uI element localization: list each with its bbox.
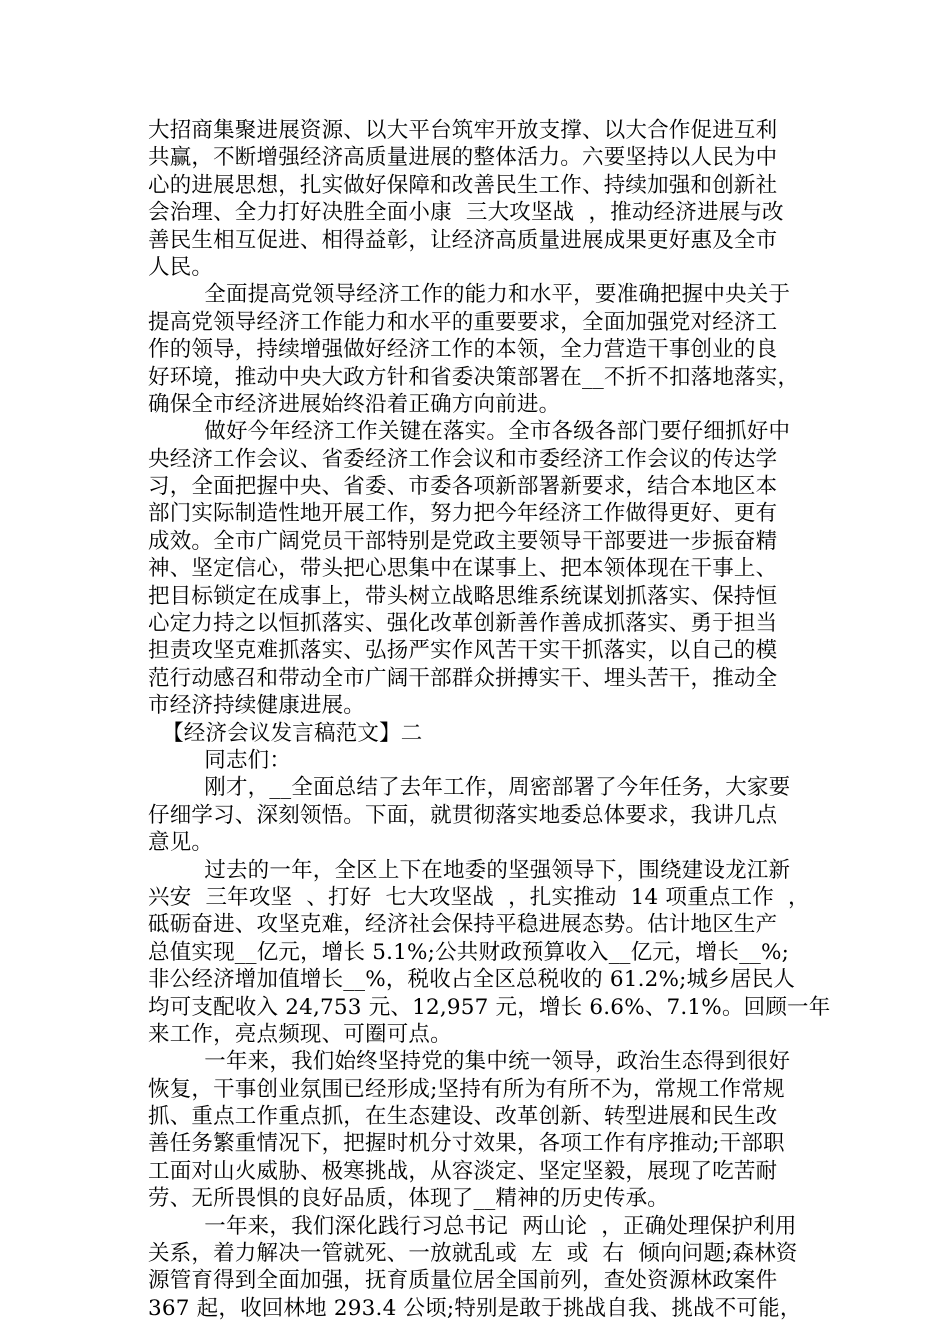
text-line: 砥砺奋进、攻坚克难，经济社会保持平稳进展态势。估计地区生产 (148, 912, 778, 938)
text-line: 大招商集聚进展资源、以大平台筑牢开放支撑、以大合作促进互利 (148, 118, 778, 143)
text-line: 全面提高党领导经济工作的能力和水平，要准确把握中央关于 (148, 282, 791, 308)
text-line: 习，全面把握中央、省委、市委各项新部署新要求，结合本地区本 (148, 474, 778, 500)
text-line: 非公经济增加值增长__%，税收占全区总税收的 61.2%;城乡居民人 (148, 967, 796, 993)
text-line: 劳、无所畏惧的良好品质，体现了__精神的历史传承。 (148, 1186, 670, 1212)
text-line: 恢复，干事创业氛围已经形成;坚持有所为有所不为，常规工作常规 (148, 1076, 785, 1102)
document-body (148, 117, 831, 1322)
text-line: 善民生相互促进、相得益彰，让经济高质量进展成果更好惠及全市 (148, 227, 778, 253)
text-line: 心的进展思想，扎实做好保障和改善民生工作、持续加强和创新社 (148, 172, 778, 198)
text-line: 心定力持之以恒抓落实、强化改革创新善作善成抓落实、勇于担当 (148, 611, 778, 637)
text-line: 均可支配收入 24,753 元、12,957 元，增长 6.6%、7.1%。回顾一年 (148, 994, 831, 1020)
text-line: 范行动感召和带动全市广阔干部群众拼搏实干、埋头苦干，推动全 (148, 665, 778, 691)
text-line: 担责攻坚克难抓落实、弘扬严实作风苦干实干抓落实，以自己的模 (148, 638, 778, 664)
text-line: 源管育得到全面加强，抚育质量位居全国前列，查处资源林政案件 (148, 1268, 778, 1294)
text-line: 一年来，我们始终坚持党的集中统一领导，政治生态得到很好 (148, 1049, 791, 1075)
text-line: 刚才，__全面总结了去年工作，周密部署了今年任务，大家要 (148, 775, 791, 801)
text-line: 市经济持续健康进展。 (148, 693, 366, 719)
text-line: 工面对山火威胁、极寒挑战，从容淡定、坚定坚毅，展现了吃苦耐 (148, 1158, 778, 1184)
text-line: 确保全市经济进展始终沿着正确方向前进。 (148, 391, 561, 417)
text-line: 成效。全市广阔党员干部特别是党政主要领导干部要进一步振奋精 (148, 528, 778, 554)
salutation: 同志们： (148, 747, 292, 773)
text-line: 仔细学习、深刻领悟。下面，就贯彻落实地委总体要求，我讲几点 (148, 802, 778, 828)
text-line: 把目标锁定在成事上，带头树立战略思维系统谋划抓落实、保持恒 (148, 583, 778, 609)
text-line: 人民。 (148, 254, 214, 280)
section-heading: 【经济会议发言稿范文】二 (148, 720, 423, 746)
text-line: 关系，着力解决一管就死、一放就乱或 左 或 右 倾向问题;森林资 (148, 1241, 798, 1267)
text-line: 367 起，收回林地 293.4 公顷;特别是敢于挑战自我、挑战不可能， (148, 1295, 802, 1321)
text-line: 兴安 三年攻坚 、打好 七大攻坚战 ，扎实推动 14 项重点工作 ， (148, 884, 810, 910)
text-line: 抓、重点工作重点抓，在生态建设、改革创新、转型进展和民生改 (148, 1104, 778, 1130)
text-line: 好环境，推动中央大政方针和省委决策部署在__不折不扣落地落实， (148, 364, 800, 390)
text-line: 提高党领导经济工作能力和水平的重要要求，全面加强党对经济工 (148, 309, 778, 335)
text-line: 善任务繁重情况下，把握时机分寸效果，各项工作有序推动;干部职 (148, 1131, 785, 1157)
text-line: 神、坚定信心，带头把心思集中在谋事上、把本领体现在干事上、 (148, 556, 778, 582)
text-line: 会治理、全力打好决胜全面小康 三大攻坚战 ，推动经济进展与改 (148, 200, 784, 226)
text-line: 意见。 (148, 830, 214, 856)
text-line: 央经济工作会议、省委经济工作会议和市委经济工作会议的传达学 (148, 446, 778, 472)
text-line: 一年来，我们深化践行习总书记 两山论 ，正确处理保护利用 (148, 1213, 797, 1239)
text-line: 来工作，亮点频现、可圈可点。 (148, 1021, 452, 1047)
text-line: 总值实现__亿元，增长 5.1%;公共财政预算收入__亿元，增长__%; (148, 939, 790, 965)
text-line: 做好今年经济工作关键在落实。全市各级各部门要仔细抓好中 (148, 419, 791, 445)
text-line: 作的领导，持续增强做好经济工作的本领，全力营造干事创业的良 (148, 337, 778, 363)
text-line: 共赢，不断增强经济高质量进展的整体活力。六要坚持以人民为中 (148, 145, 778, 171)
text-line: 部门实际制造性地开展工作，努力把今年经济工作做得更好、更有 (148, 501, 778, 527)
text-line: 过去的一年，全区上下在地委的坚强领导下，围绕建设龙江新 (148, 857, 791, 883)
